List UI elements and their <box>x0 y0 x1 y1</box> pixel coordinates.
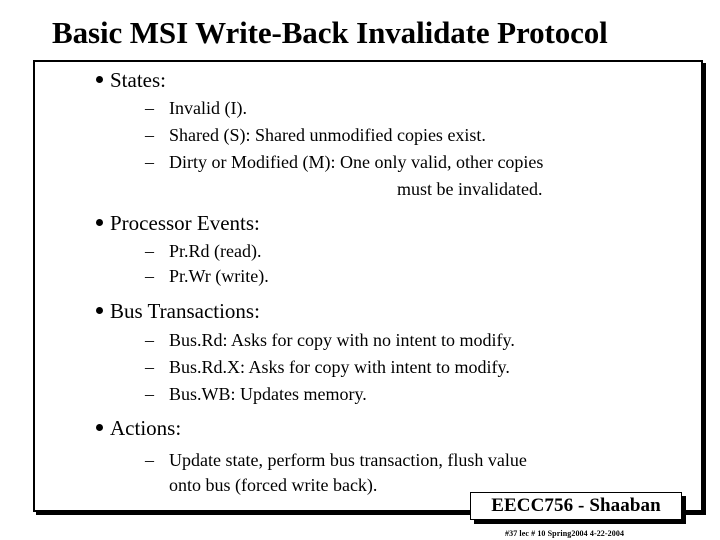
list-item-shared: – Shared (S): Shared unmodified copies exist. <box>145 125 486 145</box>
list-item-buswb: – Bus.WB: Updates memory. <box>145 384 367 404</box>
bullet-icon <box>96 307 103 314</box>
list-item-prwr: – Pr.Wr (write). <box>145 266 269 286</box>
dash-icon: – <box>145 357 154 377</box>
list-item-update-state: – Update state, perform bus transaction, flush value onto bus (forced write back). <box>145 450 527 495</box>
list-item-invalid: – Invalid (I). <box>145 98 247 118</box>
list-item-continuation: must be invalidated. <box>397 179 543 199</box>
dash-icon: – <box>145 98 154 118</box>
list-item-prrd: – Pr.Rd (read). <box>145 241 262 261</box>
slide-title: Basic MSI Write-Back Invalidate Protocol <box>52 15 608 50</box>
section-heading-bus-transactions: Bus Transactions: <box>110 301 260 322</box>
dash-icon: – <box>145 330 154 350</box>
course-badge <box>470 492 684 522</box>
course-badge-box <box>470 492 682 520</box>
list-item-continuation: onto bus (forced write back). <box>169 475 378 495</box>
section-heading-processor-events: Processor Events: <box>110 213 260 234</box>
dash-icon: – <box>145 384 154 404</box>
section-heading-states: States: <box>110 70 166 91</box>
bullet-icon <box>96 424 103 431</box>
dash-icon: – <box>145 450 154 470</box>
section-heading-actions: Actions: <box>110 418 181 439</box>
slide-meta: #37 lec # 10 Spring2004 4-22-2004 <box>505 529 625 538</box>
dash-icon: – <box>145 241 154 261</box>
dash-icon: – <box>145 152 154 172</box>
bullet-icon <box>96 219 103 226</box>
list-item-modified: – Dirty or Modified (M): One only valid, other copies must be invalidated. <box>145 152 544 199</box>
bullet-icon <box>96 76 103 83</box>
course-badge-label: EECC756 - Shaaban <box>491 495 661 516</box>
dash-icon: – <box>145 125 154 145</box>
dash-icon: – <box>145 266 154 286</box>
list-item-busrdx: – Bus.Rd.X: Asks for copy with intent to modify. <box>145 357 510 377</box>
list-item-busrd: – Bus.Rd: Asks for copy with no intent to modify. <box>145 330 515 350</box>
